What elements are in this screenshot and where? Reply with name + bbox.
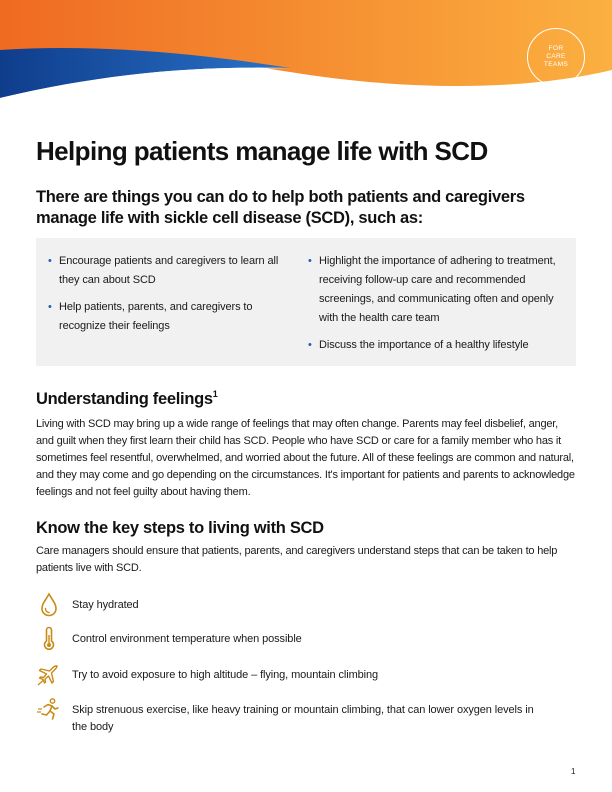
step-text: Stay hydrated <box>72 599 139 611</box>
running-person-icon <box>36 697 62 723</box>
bullet-icon: • <box>308 255 312 267</box>
tip-item <box>308 252 564 328</box>
feelings-heading-text: Understanding feelings <box>36 390 213 408</box>
footnote-marker: 1 <box>212 389 218 399</box>
intro-heading: There are things you can do to help both patients and caregivers manage life with sickle cell disease (SCD), such as: <box>36 188 525 227</box>
step-text: Try to avoid exposure to high altitude – flying, mountain climbing <box>72 669 379 681</box>
tip-text: Help patients, parents, and caregivers to recognize their feelings <box>59 301 253 332</box>
step-text: Control environment temperature when possible <box>72 633 302 645</box>
bullet-icon: • <box>48 301 52 313</box>
thermometer-icon <box>36 626 62 652</box>
tip-text: Highlight the importance of adhering to treatment, receiving follow-up care and recommended screenings, and communicating often and openly with the health care team <box>319 255 556 324</box>
badge-line-1: FOR <box>548 45 564 52</box>
tip-text: Discuss the importance of a healthy lifestyle <box>319 339 529 351</box>
tip-text: Encourage patients and caregivers to learn all they can about SCD <box>59 255 279 286</box>
steps-heading: Know the key steps to living with SCD <box>36 519 324 537</box>
tips-list-left <box>48 252 294 344</box>
badge-line-3: TEAMS <box>543 61 569 68</box>
steps-intro: Care managers should ensure that patients, parents, and caregivers understand steps that can be taken to help patients live with SCD. <box>36 545 558 574</box>
water-drop-icon <box>36 592 62 618</box>
for-care-teams-badge <box>527 28 585 86</box>
step-text: Skip strenuous exercise, like heavy training or mountain climbing, that can lower oxygen levels in the body <box>72 704 534 733</box>
airplane-icon <box>36 662 62 688</box>
bullet-icon: • <box>308 339 312 351</box>
feelings-heading <box>36 389 576 409</box>
page-number: 1 <box>571 767 576 776</box>
tip-item <box>308 336 564 355</box>
tips-panel <box>36 238 576 366</box>
tip-item <box>48 252 294 290</box>
feelings-body: Living with SCD may bring up a wide range of feelings that may often change. Parents may feel disbelief, anger, and guilt when they first learn their child has SCD. People who have SCD or care for a family member who has it sometimes feel resentful, overwhelmed, and worried about the future. All of these feelings are common and natural, and they may come and go depending on the circumstances. It's important for patients and parents to acknowledge feelings and not feel guilty about having them. <box>36 418 575 498</box>
header-wave-banner <box>0 0 612 100</box>
tips-list-right <box>308 252 564 363</box>
tip-item <box>48 298 294 336</box>
page-title: Helping patients manage life with SCD <box>36 136 488 166</box>
badge-line-2: CARE <box>546 53 566 60</box>
bullet-icon: • <box>48 255 52 267</box>
